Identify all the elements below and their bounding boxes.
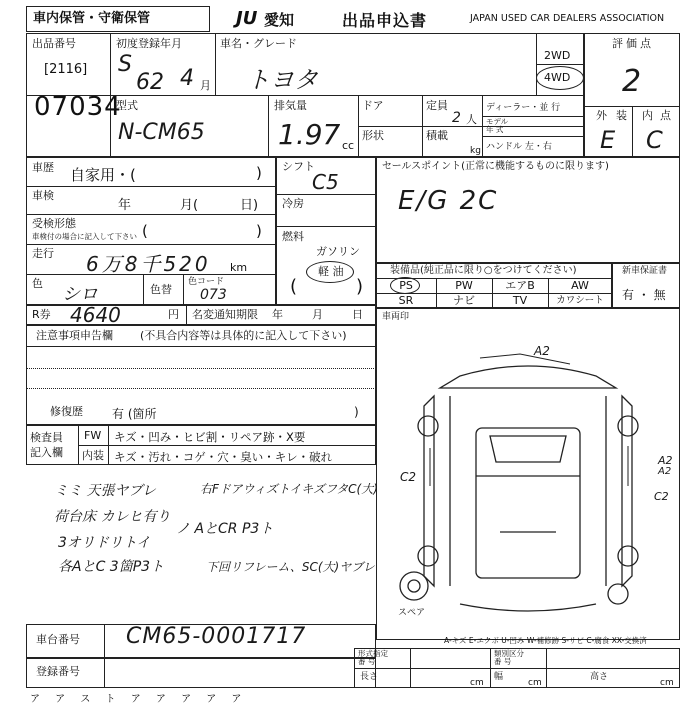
model-year-label: モデル 年 式 xyxy=(486,117,509,134)
history-label: 車歴 xyxy=(32,161,54,174)
fuel-open: ( xyxy=(290,276,298,297)
drive-2wd[interactable]: 2WD xyxy=(544,49,571,62)
form-title: 出品申込書 xyxy=(342,11,428,30)
diagram-mark-left: C2 xyxy=(400,470,417,484)
color-value[interactable]: シロ xyxy=(62,284,98,305)
height-unit: cm xyxy=(660,678,674,688)
shape-label: 形状 xyxy=(362,129,384,142)
type-cert-label: 形式指定 番 号 xyxy=(358,649,388,666)
repair-history-close: ) xyxy=(354,405,359,419)
registration-year[interactable]: 62 xyxy=(136,70,164,95)
car-diagram xyxy=(380,336,676,626)
bottom-row-text: ア ア ス ト ア ア ア ア ア xyxy=(30,694,248,705)
notice-month: 月 xyxy=(312,308,323,321)
width-label: 幅 xyxy=(494,672,504,682)
handle-label: ハンドル 左・右 xyxy=(486,142,552,152)
capacity-label: 定員 xyxy=(426,99,448,112)
length-label: 長さ xyxy=(360,672,379,682)
inspector-note: ミミ 天張ヤブレ xyxy=(54,483,156,499)
lot-bracket: [2116] xyxy=(44,62,88,77)
displacement-value[interactable]: 1.97 xyxy=(278,118,341,151)
ju-logo: JU xyxy=(236,8,258,29)
car-name-value[interactable]: トヨタ xyxy=(246,66,318,94)
color-swap-label: 色替 xyxy=(150,283,172,296)
rating-exterior-value[interactable]: E xyxy=(600,126,616,154)
ac-label: 冷房 xyxy=(282,197,304,210)
sales-point-value[interactable]: E/G 2C xyxy=(398,186,499,216)
warranty-label: 新車保証書 xyxy=(622,266,668,276)
car-name-label: 車名・グレード xyxy=(220,37,297,50)
color-code-label: 色コード xyxy=(188,277,225,287)
drive-4wd[interactable]: 4WD xyxy=(544,71,571,84)
rating-points-label: 点 xyxy=(660,109,671,122)
capacity-value[interactable]: 2 xyxy=(452,110,461,126)
mileage-unit: km xyxy=(230,261,248,274)
caution-label: 注意事項申告欄 xyxy=(36,329,113,342)
reg-number-label: 登録番号 xyxy=(36,665,80,678)
history-value: 自家用・( xyxy=(70,166,136,184)
fuel-selected-circle xyxy=(306,261,354,283)
length-unit: cm xyxy=(470,678,484,688)
shaken-month: 月( xyxy=(180,198,199,213)
model-label: 型式 xyxy=(116,99,138,112)
chassis-label: 車台番号 xyxy=(36,633,80,646)
mileage-label: 走行 xyxy=(32,247,54,260)
displacement-unit: cc xyxy=(342,139,355,152)
inspector-note: 荷台床 カレヒ有り xyxy=(54,509,171,525)
fuel-label: 燃料 xyxy=(282,230,304,243)
shaken-day: 日) xyxy=(240,198,259,213)
registration-label: 初度登録年月 xyxy=(116,37,182,50)
equip-sr[interactable]: SR xyxy=(398,294,414,307)
equipment-label: 装備品(純正品に限り○をつけてください) xyxy=(390,265,577,276)
drive-selected-circle xyxy=(536,66,584,90)
recycle-unit: 円 xyxy=(168,308,179,321)
equip-ps-circle xyxy=(390,277,420,294)
color-label: 色 xyxy=(32,277,43,290)
repair-history-label: 修復歴 xyxy=(50,405,83,418)
registration-era[interactable]: S xyxy=(118,52,132,77)
fuel-gasoline[interactable]: ガソリン xyxy=(316,245,360,258)
shift-label: シフト xyxy=(282,160,315,173)
org-name: 愛知 xyxy=(264,11,295,29)
warranty-options[interactable]: 有 ・ 無 xyxy=(622,288,666,302)
rating-exterior-label: 外 xyxy=(596,109,607,122)
damage-legend: A-キズ E-エクボ U-凹み W-補修跡 S-サビ C-腐食 XX-交換済 xyxy=(444,636,647,645)
equip-leather[interactable]: カワシート xyxy=(556,295,604,306)
rating-label: 評価点 xyxy=(612,37,654,50)
equip-pw[interactable]: PW xyxy=(455,279,473,292)
fuel-close: ) xyxy=(356,276,364,297)
mileage-value[interactable]: 6万8千520 xyxy=(86,252,211,276)
load-unit: kg xyxy=(470,146,481,156)
inspector-note: 右FドアウィズトイキズフタC(大) xyxy=(200,482,378,496)
inspector-interior-items[interactable]: キズ・汚れ・コゲ・穴・臭い・キレ・破れ xyxy=(114,450,333,464)
displacement-label: 排気量 xyxy=(274,99,307,112)
chassis-value[interactable]: CM65-0001717 xyxy=(126,624,307,649)
notice-year: 年 xyxy=(272,308,283,321)
registration-month-unit: 月 xyxy=(200,79,211,92)
diagram-mark-top: A2 xyxy=(534,344,550,358)
history-close: ) xyxy=(256,164,262,182)
rating-interior-value[interactable]: C xyxy=(646,126,663,154)
equip-ps[interactable]: PS xyxy=(399,279,413,292)
rating-value[interactable]: 2 xyxy=(622,64,642,99)
fuel-light-oil[interactable]: 軽 油 xyxy=(318,265,344,278)
shaken-label: 車検 xyxy=(32,189,54,202)
receiver-label: 受検形態 xyxy=(32,217,76,230)
width-unit: cm xyxy=(528,678,542,688)
receiver-close: ) xyxy=(256,222,262,240)
storage-title: 車内保管・守衛保管 xyxy=(33,11,151,26)
class-label: 類別区分 番 号 xyxy=(494,649,524,666)
inspector-label: 検査員 記入欄 xyxy=(30,431,63,459)
inspector-note: 3オリドリトイ xyxy=(58,535,151,551)
lot-number: 07034 xyxy=(34,92,122,122)
remarks-label: 車両印 xyxy=(382,312,410,322)
rating-interior-label: 内 xyxy=(642,109,653,122)
equip-aw[interactable]: AW xyxy=(571,279,589,292)
caution-sub: (不具合内容等は具体的に記入して下さい) xyxy=(140,329,347,342)
diagram-mark-right-mid: A2 xyxy=(658,466,672,477)
inspector-note: ノ AとCR P3ト xyxy=(176,521,274,537)
receiver-open: ( xyxy=(142,222,148,240)
dealer-label: ディーラー・並 行 xyxy=(486,103,561,113)
capacity-unit: 人 xyxy=(466,113,477,126)
model-value[interactable]: N-CM65 xyxy=(118,120,205,145)
receiver-sub: 車検付の場合に記入して下さい xyxy=(32,232,137,241)
shift-value[interactable]: C5 xyxy=(312,170,339,194)
org-english: JAPAN USED CAR DEALERS ASSOCIATION xyxy=(470,13,665,24)
recycle-label: R券 xyxy=(32,308,51,321)
repair-history-value: 有 (箇所 xyxy=(112,407,157,421)
storage-box xyxy=(26,6,210,32)
spare-label: スペア xyxy=(398,608,426,618)
height-label: 高さ xyxy=(590,672,609,682)
equip-navi[interactable]: ナビ xyxy=(453,294,475,307)
inspector-note: 下回リフレーム、SC(大)ヤブレ xyxy=(206,560,375,574)
rating-equip-label: 装 xyxy=(616,109,627,122)
lot-label: 出品番号 xyxy=(32,37,76,50)
load-label: 積載 xyxy=(426,129,448,142)
inspector-fw-label: FW xyxy=(84,429,102,442)
equip-tv[interactable]: TV xyxy=(512,294,528,307)
notice-label: 名変通知期限 xyxy=(192,308,258,321)
diagram-mark-right-lower: C2 xyxy=(654,490,669,503)
notice-day: 日 xyxy=(352,308,363,321)
registration-month[interactable]: 4 xyxy=(180,66,194,91)
door-label: ドア xyxy=(362,99,384,112)
equip-airbag[interactable]: エアB xyxy=(505,279,535,292)
color-code-value[interactable]: 073 xyxy=(200,287,227,303)
diagram-mark-right-upper: A2 xyxy=(658,454,673,467)
recycle-value[interactable]: 4640 xyxy=(70,303,121,327)
inspector-interior-label: 内装 xyxy=(82,449,104,462)
sales-point-label: セールスポイント(正常に機能するものに限ります) xyxy=(382,161,609,172)
shaken-year: 年 xyxy=(118,198,132,213)
inspector-note: 各AとC 3箇P3ト xyxy=(58,559,165,575)
inspector-fw-items[interactable]: キズ・凹み・ヒビ割・リペア跡・X要 xyxy=(114,430,306,444)
